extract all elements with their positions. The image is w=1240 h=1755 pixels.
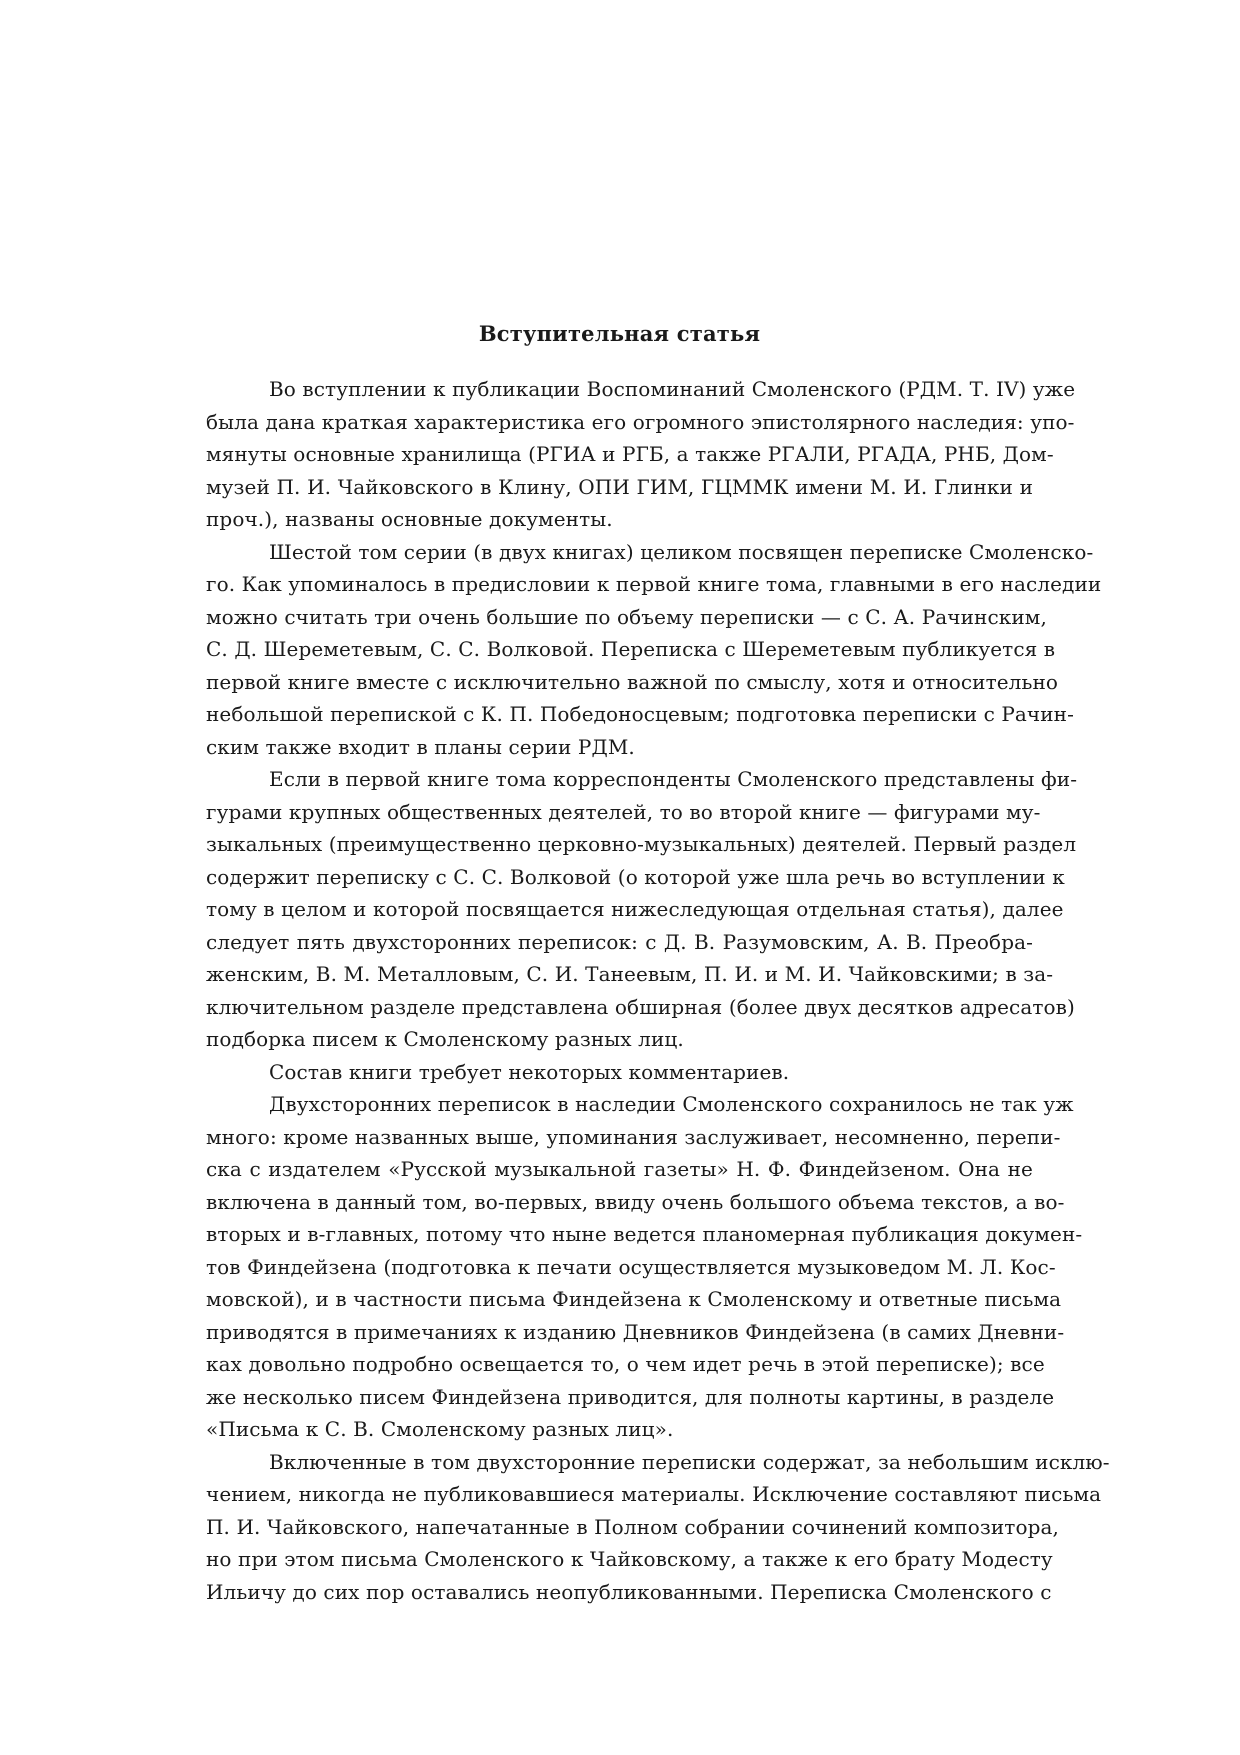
paragraph: [206, 373, 1076, 536]
text-line: вторых и в-главных, потому что ныне ведется планомерная публикация докумен-: [206, 1222, 1083, 1246]
article-body: [206, 373, 1110, 1608]
text-line: небольшой перепиской с К. П. Победоносцевым; подготовка переписки с Рачин-: [206, 702, 1074, 726]
paragraph: [206, 1088, 1083, 1446]
text-line: но при этом письма Смоленского к Чайковскому, а также к его брату Модесту: [206, 1547, 1053, 1571]
text-line: го. Как упоминалось в предисловии к первой книге тома, главными в его наследии: [206, 572, 1102, 596]
text-line: «Письма к С. В. Смоленскому разных лиц».: [206, 1417, 674, 1441]
text-line: музей П. И. Чайковского в Клину, ОПИ ГИМ, ГЦММК имени М. И. Глинки и: [206, 474, 1033, 499]
paragraph: [206, 1446, 1110, 1609]
text-line: чением, никогда не публиковавшиеся материалы. Исключение составляют письма: [206, 1482, 1102, 1506]
text-line: женским, В. М. Металловым, С. И. Танеевым, П. И. и М. И. Чайковскими; в за-: [206, 962, 1054, 986]
text-line: мовской), и в частности письма Финдейзена к Смоленскому и ответные письма: [206, 1287, 1062, 1311]
text-line: гурами крупных общественных деятелей, то во второй книге — фигурами му-: [206, 799, 1041, 824]
text-line: ским также входит в планы серии РДМ.: [206, 734, 635, 759]
paragraph: [206, 763, 1078, 1056]
text-line: же несколько писем Финдейзена приводится, для полноты картины, в разделе: [206, 1384, 1055, 1409]
text-line: первой книге вместе с исключительно важной по смыслу, хотя и относительно: [206, 669, 1059, 694]
text-line: П. И. Чайковского, напечатанные в Полном собрании сочинений композитора,: [206, 1514, 1059, 1539]
text-line: С. Д. Шереметевым, С. С. Волковой. Переписка с Шереметевым публикуется в: [206, 637, 1056, 661]
text-line: Шестой том серии (в двух книгах) целиком посвящен переписке Смоленско-: [269, 539, 1094, 564]
text-line: проч.), названы основные документы.: [206, 507, 613, 531]
text-line: Ильичу до сих пор оставались неопубликованными. Переписка Смоленского с: [206, 1579, 1052, 1604]
text-line: содержит переписку с С. С. Волковой (о которой уже шла речь во вступлении к: [206, 864, 1065, 889]
text-line: Во вступлении к публикации Воспоминаний Смоленского (РДМ. Т. IV) уже: [269, 377, 1076, 401]
text-line: много: кроме названных выше, упоминания заслуживает, несомненно, перепи-: [206, 1124, 1061, 1149]
text-line: следует пять двухсторонних переписок: с Д. В. Разумовским, А. В. Преобра-: [206, 929, 1033, 954]
paragraph: [206, 1056, 1033, 1089]
text-line: была дана краткая характеристика его огромного эпистолярного наследия: упо-: [206, 409, 1075, 434]
text-line: зыкальных (преимущественно церковно-музыкальных) деятелей. Первый раздел: [206, 832, 1077, 856]
text-line: включена в данный том, во-первых, ввиду очень большого объема текстов, а во-: [206, 1189, 1065, 1214]
text-line: Двухсторонних переписок в наследии Смоленского сохранилось не так уж: [269, 1092, 1074, 1116]
text-line: ках довольно подробно освещается то, о чем идет речь в этой переписке); все: [206, 1352, 1045, 1376]
text-line: ска с издателем «Русской музыкальной газеты» Н. Ф. Финдейзеном. Она не: [206, 1157, 1033, 1181]
text-line: мянуты основные хранилища (РГИА и РГБ, а также РГАЛИ, РГАДА, РНБ, Дом-: [206, 442, 1054, 466]
text-line: тов Финдейзена (подготовка к печати осуществляется музыковедом М. Л. Кос-: [206, 1254, 1056, 1279]
text-line: можно считать три очень большие по объему переписки — с С. А. Рачинским,: [206, 604, 1047, 629]
text-line: Включенные в том двухсторонние переписки содержат, за небольшим исклю-: [269, 1449, 1110, 1474]
text-line: Если в первой книге тома корреспонденты Смоленского представлены фи-: [269, 767, 1078, 791]
article: [206, 318, 1110, 1608]
text-line: приводятся в примечаниях к изданию Дневников Финдейзена (в самих Дневни-: [206, 1319, 1065, 1344]
text-line: подборка писем к Смоленскому разных лиц.: [206, 1027, 684, 1051]
text-line: ключительном разделе представлена обширная (более двух десятков адресатов): [206, 994, 1075, 1019]
text-line: Состав книги требует некоторых комментариев.: [269, 1059, 790, 1084]
paragraph: [206, 536, 1102, 764]
article-title: Вступительная статья: [478, 321, 761, 346]
text-line: тому в целом и которой посвящается нижеследующая отдельная статья), далее: [206, 897, 1064, 921]
